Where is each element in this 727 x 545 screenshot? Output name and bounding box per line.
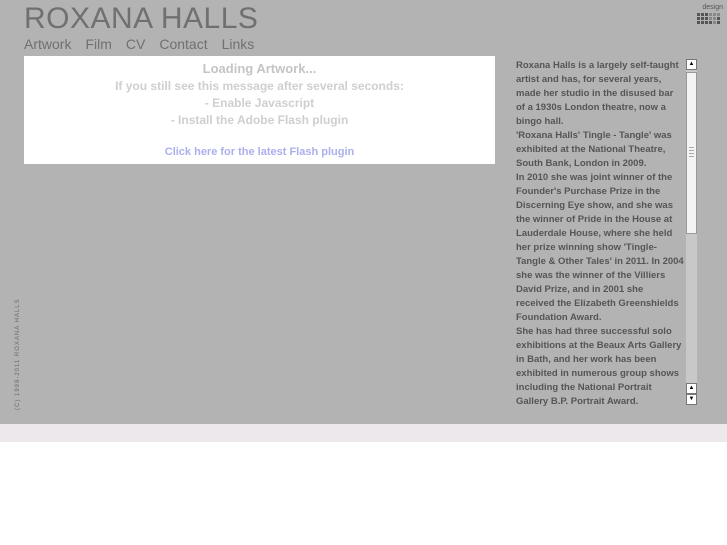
designer-badge-label: design — [702, 4, 723, 11]
loader-title: Loading Artwork... — [202, 61, 317, 76]
bio-paragraph: Roxana Halls is a largely self-taught artist and has, for several years, made her studio in the disused bar of a 1930s London theatre, now a bingo hall. — [516, 60, 679, 127]
bio-text-panel[interactable] — [516, 59, 684, 409]
flash-plugin-link[interactable]: Click here for the latest Flash plugin — [164, 146, 355, 158]
scroll-down-icon[interactable]: ▼ — [686, 394, 697, 405]
scrollbar-thumb[interactable] — [686, 72, 697, 234]
scrollbar-grip-icon — [689, 147, 694, 159]
copyright-notice: (C) 1998-2011 ROXANA HALLS — [15, 298, 21, 410]
scroll-up-small-icon[interactable]: ▲ — [686, 383, 697, 394]
nav-film[interactable]: Film — [85, 36, 112, 52]
designer-badge[interactable] — [697, 4, 723, 24]
nav-links[interactable]: Links — [221, 36, 255, 52]
footer-band — [0, 424, 727, 442]
bio-paragraph: 'Roxana Halls' Tingle - Tangle' was exhibited at the National Theatre, South Bank, London in 2009. — [516, 130, 672, 169]
scroll-up-icon[interactable]: ▲ — [686, 59, 697, 70]
nav-artwork[interactable]: Artwork — [24, 36, 72, 52]
loader-tip-javascript: - Enable Javascript — [204, 96, 315, 110]
site-logo[interactable]: ROXANA HALLS — [24, 2, 259, 35]
designer-badge-grid-icon — [697, 13, 723, 24]
nav-cv[interactable]: CV — [125, 36, 146, 52]
loader-message: If you still see this message after several seconds: — [115, 79, 404, 93]
nav-contact[interactable]: Contact — [159, 36, 208, 52]
bio-scrollbar[interactable] — [686, 59, 697, 405]
bio-paragraph: She has had three successful solo exhibitions at the Beaux Arts Gallery in Bath, and her work has been exhibited in numerous group shows including the National Portrait Gallery B.P. Portrait Award. — [516, 326, 682, 407]
loader-tip-flash: - Install the Adobe Flash plugin — [170, 113, 349, 127]
bio-paragraph: In 2010 she was joint winner of the Founder's Purchase Prize in the Discerning Eye show, and she was the winner of Pride in the House at Lauderdale House, where she held her prize winning show 'Tingle-Tangle & Other Tales' in 2011. In 2004 she was the winner of the Villiers David Prize, and in 2001 she received the Elizabeth Greenshields Foundation Award. — [516, 172, 684, 323]
scrollbar-track[interactable] — [686, 70, 697, 383]
flash-loader-panel — [24, 56, 495, 164]
main-nav — [24, 35, 254, 53]
